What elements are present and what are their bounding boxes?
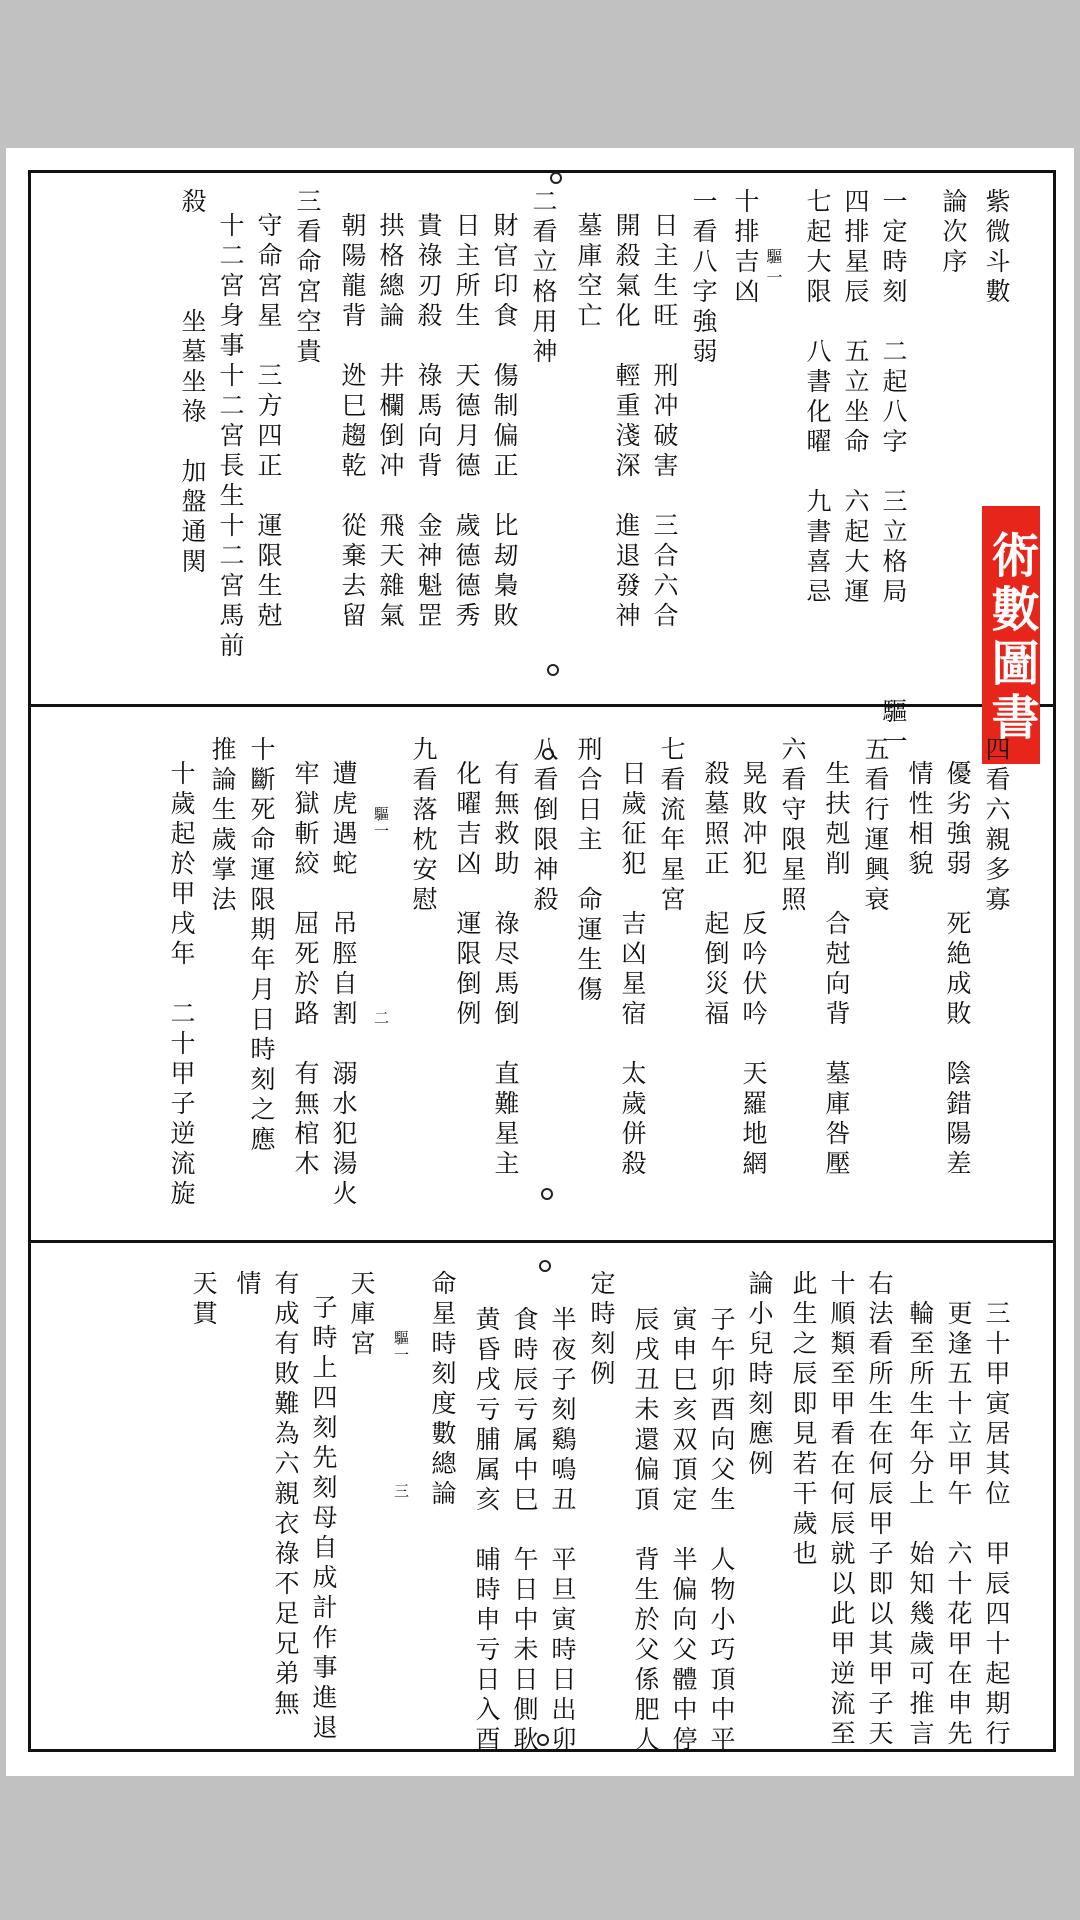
text-column: 生扶剋削 合尅向背 墓庫咎壓 xyxy=(822,760,851,1180)
text-column: 守命宮星 三方四正 運限生尅 xyxy=(254,212,283,632)
text-column: 殺 坐墓坐祿 加盤通関 xyxy=(178,188,207,578)
text-column: 三十甲寅居其位 甲辰四十起期行 xyxy=(982,1300,1011,1750)
text-column: 有成有敗難為六親衣祿不足兄弟無 xyxy=(271,1270,300,1720)
section-heading: 天貫 xyxy=(189,1270,218,1330)
section-heading: 一看八字強弱 xyxy=(689,188,718,368)
scanned-page xyxy=(6,148,1074,1776)
text-column: 右法看所生在何辰甲子即以其甲子天 xyxy=(865,1270,894,1750)
text-column: 十歲起於甲戌年 二十甲子逆流旋 xyxy=(167,760,196,1210)
section-heading: 二看立格用神 xyxy=(529,188,558,368)
section-heading: 七看流年星宮 xyxy=(657,736,686,916)
text-column: 寅申巳亥双頂定 半偏向父體中停 xyxy=(669,1306,698,1756)
text-column: 黄昏戌亏脯属亥 晡時申亏日入酉 xyxy=(472,1306,501,1756)
page-marker: 驅一 xyxy=(764,248,783,290)
section-heading: 定時刻例 xyxy=(587,1270,616,1390)
text-column: 辰戌丑未還偏頂 背生於父係肥人 xyxy=(631,1306,660,1756)
section-top xyxy=(36,188,1036,758)
text-column: 四排星辰 五立坐命 六起大運 xyxy=(841,188,870,608)
text-column: 食時辰亏属中巳 午日中未日側耿 xyxy=(510,1306,539,1756)
text-column: 情 xyxy=(233,1270,262,1300)
section-heading: 六看守限星照 xyxy=(778,736,807,916)
text-column: 貴祿刃殺 祿馬向背 金神魁罡 xyxy=(414,212,443,632)
section-heading: 三看命宮空貴 xyxy=(293,188,322,368)
text-column: 論次序 xyxy=(939,188,968,278)
text-column: 晃敗冲犯 反吟伏吟 天羅地網 xyxy=(739,760,768,1180)
text-column: 此生之辰即見若干歲也 xyxy=(789,1270,818,1570)
section-bottom xyxy=(36,1270,1036,1756)
text-column: 墓庫空亡 xyxy=(574,212,603,332)
text-column: 日歲征犯 吉凶星宿 太歲併殺 xyxy=(618,760,647,1180)
text-column: 有無救助 祿尽馬倒 直難星主 xyxy=(491,760,520,1180)
text-column: 輪至所生年分上 始知幾歲可推言 xyxy=(906,1300,935,1750)
section-heading: 天庫宮 xyxy=(347,1270,376,1360)
text-column: 遭虎遇蛇 吊脛自割 溺水犯湯火 xyxy=(329,760,358,1210)
text-column: 十二宮身事十二宮長生十二宮馬前 xyxy=(216,212,245,662)
section-heading: 十斷死命運限期年月日時刻之應 xyxy=(247,736,276,1156)
section-heading: 論小兒時刻應例 xyxy=(745,1270,774,1480)
section-heading: 八看倒限神殺 xyxy=(530,736,559,916)
text-column: 朝陽龍背 迯巳趨乾 從棄去留 xyxy=(338,212,367,632)
section-heading: 推論生歲掌法 xyxy=(208,736,237,916)
text-column: 十排吉凶 xyxy=(731,188,760,308)
text-column: 化曜吉凶 運限倒例 xyxy=(453,760,482,1030)
text-column: 半夜子刻鷄鳴丑 平旦寅時日出卯 xyxy=(548,1306,577,1756)
section-middle xyxy=(36,736,1036,1226)
section-divider-2 xyxy=(28,1240,1056,1243)
text-column: 刑合日主 命運生傷 xyxy=(574,736,603,1006)
text-column: 拱格總論 井欄倒冲 飛天雜氣 xyxy=(376,212,405,632)
page-marker: 驅一 三 xyxy=(392,1330,410,1500)
section-heading: 五看行運興衰 xyxy=(861,736,890,916)
section-heading: 四看六親多寡 xyxy=(982,736,1011,916)
library-stamp: 術數圖書館 xyxy=(982,506,1040,764)
section-heading: 九看落枕安慰 xyxy=(409,736,438,916)
text-column: 更逢五十立甲午 六十花甲在申先 xyxy=(944,1300,973,1750)
text-column: 日主生旺 刑冲破害 三合六合 xyxy=(650,212,679,632)
text-column: 子時上四刻先刻母自成計作事進退 xyxy=(309,1294,338,1744)
text-column: 優劣強弱 死絶成敗 陰錯陽差 xyxy=(943,760,972,1180)
text-column: 十順類至甲看在何辰就以此甲逆流至 xyxy=(827,1270,856,1750)
text-column: 殺墓照正 起倒災福 xyxy=(701,760,730,1030)
text-column: 七起大限 八書化曜 九書喜忌 xyxy=(803,188,832,608)
page-marker: 驅一 二 xyxy=(372,806,390,1027)
text-column: 牢獄斬絞 屈死於路 有無棺木 xyxy=(291,760,320,1180)
text-column: 一定時刻 二起八字 三立格局 驅一 xyxy=(879,188,908,758)
section-heading: 命星時刻度數總論 xyxy=(428,1270,457,1510)
text-column: 情性相貌 xyxy=(905,760,934,880)
text-column: 財官印食 傷制偏正 比刼梟敗 xyxy=(490,212,519,632)
title-line: 紫微斗數 xyxy=(982,188,1011,308)
text-column: 日主所生 天德月德 歲德德秀 xyxy=(452,212,481,632)
punch-hole xyxy=(550,172,562,184)
text-column: 開殺氣化 輕重淺深 進退發神 xyxy=(612,212,641,632)
text-column: 子午卯酉向父生 人物小巧頂中平 xyxy=(707,1306,736,1756)
